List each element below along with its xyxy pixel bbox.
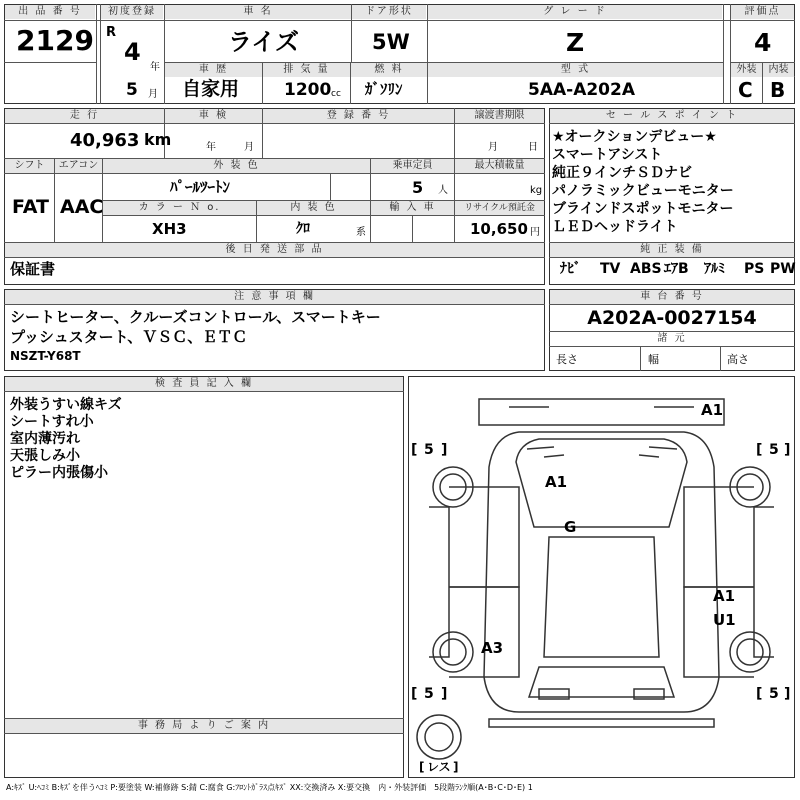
car-diagram bbox=[409, 377, 794, 777]
later-parts: 保証書 bbox=[10, 260, 56, 278]
equipment-airbag: ｴｱB bbox=[664, 261, 689, 277]
aircon-label: エアコン bbox=[55, 159, 102, 173]
int-color-label: 内 装 色 bbox=[257, 201, 370, 215]
capacity-label: 乗車定員 bbox=[371, 159, 454, 173]
svg-text:]: ] bbox=[784, 442, 791, 458]
legend: A:ｷｽﾞ U:ﾍｺﾐ B:ｷｽﾞを伴うﾍｺﾐ P:要塗装 W:補修跡 S:錆 C:腐食 G:ﾌﾛﾝﾄｶﾞﾗｽ点ｷｽﾞ XX:交換済み X:要交換 内・外装評価 5段階ﾗﾝｸ順(A･B･C･D･E) 1 bbox=[6, 783, 533, 792]
spare-tire-label: レス bbox=[427, 760, 451, 774]
spec-length-label: 長さ bbox=[556, 353, 578, 366]
history: 自家用 bbox=[182, 78, 240, 100]
chassis-label: 車 台 番 号 bbox=[550, 290, 794, 304]
mark-right-rear-door: A1 bbox=[713, 587, 736, 605]
svg-text:[: [ bbox=[411, 442, 418, 458]
equipment-tv: TV bbox=[600, 261, 621, 277]
shift: FAT bbox=[12, 196, 49, 218]
year-unit: 年 bbox=[150, 62, 160, 73]
color-no-label: カ ラ ー Ｎ o. bbox=[103, 201, 256, 215]
sales-point-5: ブラインドスポットモニター bbox=[552, 201, 734, 217]
door-type: 5W bbox=[372, 30, 410, 54]
model-code: 5AA-A202A bbox=[528, 80, 635, 100]
kg-unit: kg bbox=[530, 185, 543, 196]
reg-no-label: 登 録 番 号 bbox=[263, 109, 454, 123]
rear-window-outline bbox=[529, 667, 674, 697]
caution-line-2: プッシュスタート、ＶＳＣ、ＥＴＣ bbox=[10, 328, 248, 346]
era: R bbox=[106, 25, 117, 40]
rating-score: 4 bbox=[754, 28, 772, 57]
caution-line-1: シートヒーター、クルーズコントロール、スマートキー bbox=[10, 308, 381, 326]
svg-text:]: ] bbox=[453, 760, 459, 774]
svg-text:[: [ bbox=[411, 686, 418, 702]
inspection-month-unit: 月 bbox=[244, 142, 254, 153]
mileage-label: 走 行 bbox=[5, 109, 164, 123]
int-color-unit: 系 bbox=[356, 227, 366, 238]
wheel-rear-right bbox=[730, 632, 770, 672]
car-name-label: 車 名 bbox=[165, 5, 351, 19]
tire-rl-tread: 5 bbox=[424, 686, 434, 702]
sales-point-4: パノラミックビューモニター bbox=[552, 183, 734, 199]
later-parts-label: 後 日 発 送 部 品 bbox=[5, 243, 544, 257]
sales-point-1: ★オークションデビュー★ bbox=[552, 129, 717, 145]
history-label: 車 歴 bbox=[165, 63, 262, 77]
equipment-pw: PW bbox=[770, 261, 796, 277]
transfer-month-unit: 月 bbox=[488, 142, 498, 153]
ext-color-label: 外 装 色 bbox=[103, 159, 370, 173]
inspector-note-3: 室内薄汚れ bbox=[10, 431, 80, 447]
sales-points-label: セ ー ル ス ポ イ ン ト bbox=[550, 109, 794, 123]
import-label: 輸 入 車 bbox=[371, 201, 454, 215]
spec-height-label: 高さ bbox=[727, 353, 749, 366]
rating-label: 評価点 bbox=[731, 5, 794, 19]
color-no: XH3 bbox=[152, 220, 187, 238]
mark-hood: A1 bbox=[545, 473, 568, 491]
equipment-abs: ABS bbox=[630, 261, 662, 277]
int-color: ｸﾛ bbox=[296, 221, 310, 237]
tire-rr-tread: 5 bbox=[769, 686, 779, 702]
int-rating: B bbox=[770, 78, 786, 102]
grade: Z bbox=[566, 28, 585, 57]
displacement-label: 排 気 量 bbox=[263, 63, 350, 77]
svg-text:]: ] bbox=[784, 686, 791, 702]
lot-label: 出 品 番 号 bbox=[5, 5, 95, 19]
svg-text:[: [ bbox=[419, 760, 425, 774]
hood-outline bbox=[516, 439, 687, 527]
rear-bumper-outline bbox=[489, 719, 714, 727]
inspector-note-4: 天張しみ小 bbox=[10, 448, 80, 464]
sales-point-3: 純正９インチＳＤナビ bbox=[552, 165, 692, 181]
mark-right-quarter: U1 bbox=[713, 611, 736, 629]
mileage: 40,963 bbox=[70, 130, 140, 151]
svg-text:[: [ bbox=[756, 686, 763, 702]
first-reg-month: 5 bbox=[126, 80, 138, 100]
displacement: 1200 bbox=[284, 80, 332, 100]
tire-fr-tread: 5 bbox=[769, 442, 779, 458]
shift-label: シフト bbox=[5, 159, 54, 173]
capacity: 5 bbox=[412, 178, 424, 197]
grade-label: グ レ ー ド bbox=[428, 5, 722, 19]
first-reg-year: 4 bbox=[124, 38, 141, 66]
capacity-unit: 人 bbox=[438, 185, 448, 196]
mark-roof: G bbox=[564, 518, 577, 536]
door-label: ドア形状 bbox=[352, 5, 426, 19]
inspection-label: 車 検 bbox=[165, 109, 262, 123]
mark-front-bumper: A1 bbox=[701, 401, 724, 419]
specs-label: 諸 元 bbox=[550, 332, 794, 346]
inspector-note-2: シートすれ小 bbox=[10, 414, 94, 430]
aircon: AAC bbox=[60, 196, 104, 218]
lot-number: 2129 bbox=[16, 24, 94, 57]
first-reg-label: 初度登録 bbox=[101, 5, 163, 19]
front-bumper-outline bbox=[479, 399, 724, 425]
ext-rating: C bbox=[738, 78, 753, 102]
cc-unit: cc bbox=[331, 89, 341, 99]
recycle-fee: 10,650 bbox=[470, 220, 528, 238]
ext-color: ﾊﾟｰﾙﾂｰﾄﾝ bbox=[170, 178, 231, 196]
svg-text:[: [ bbox=[756, 442, 763, 458]
inspection-year-unit: 年 bbox=[206, 142, 216, 153]
spare-tire bbox=[417, 715, 461, 759]
month-unit: 月 bbox=[148, 89, 158, 100]
tire-fl-tread: 5 bbox=[424, 442, 434, 458]
chassis-number: A202A-0027154 bbox=[587, 307, 757, 329]
max-load-label: 最大積載量 bbox=[455, 159, 544, 173]
transfer-label: 譲渡書期限 bbox=[455, 109, 544, 123]
mark-left-quarter: A3 bbox=[481, 639, 504, 657]
equipment-ps: PS bbox=[744, 261, 765, 277]
caution-label: 注 意 事 項 欄 bbox=[5, 290, 544, 304]
inspector-note-5: ピラー内張傷小 bbox=[10, 465, 108, 481]
car-name: ライズ bbox=[228, 28, 300, 56]
recycle-label: リサイクル預託金 bbox=[455, 201, 544, 215]
model-label: 型 式 bbox=[428, 63, 723, 77]
transfer-day-unit: 日 bbox=[528, 142, 538, 153]
equipment-alloy: ｱﾙﾐ bbox=[704, 261, 725, 277]
equipment-navi: ﾅﾋﾞ bbox=[560, 261, 581, 277]
sales-point-2: スマートアシスト bbox=[552, 147, 663, 163]
km-unit: km bbox=[144, 130, 172, 149]
inspector-note-1: 外装うすい線キズ bbox=[10, 397, 122, 413]
svg-text:]: ] bbox=[441, 442, 448, 458]
fuel-label: 燃 料 bbox=[351, 63, 427, 77]
svg-text:]: ] bbox=[441, 686, 448, 702]
int-rating-label: 内装 bbox=[763, 63, 794, 77]
spec-width-label: 幅 bbox=[648, 353, 659, 366]
yen-unit: 円 bbox=[530, 227, 540, 238]
caution-line-3: NSZT-Y68T bbox=[10, 349, 81, 363]
wheel-rear-left bbox=[433, 632, 473, 672]
inspector-label: 検 査 員 記 入 欄 bbox=[5, 377, 403, 391]
office-label: 事 務 局 よ り ご 案 内 bbox=[5, 719, 403, 733]
equipment-label: 純 正 装 備 bbox=[550, 243, 794, 257]
roof-outline bbox=[544, 537, 659, 657]
fuel: ｶﾞｿﾘﾝ bbox=[365, 80, 403, 98]
ext-rating-label: 外装 bbox=[731, 63, 762, 77]
sales-point-6: ＬＥＤヘッドライト bbox=[552, 219, 678, 235]
